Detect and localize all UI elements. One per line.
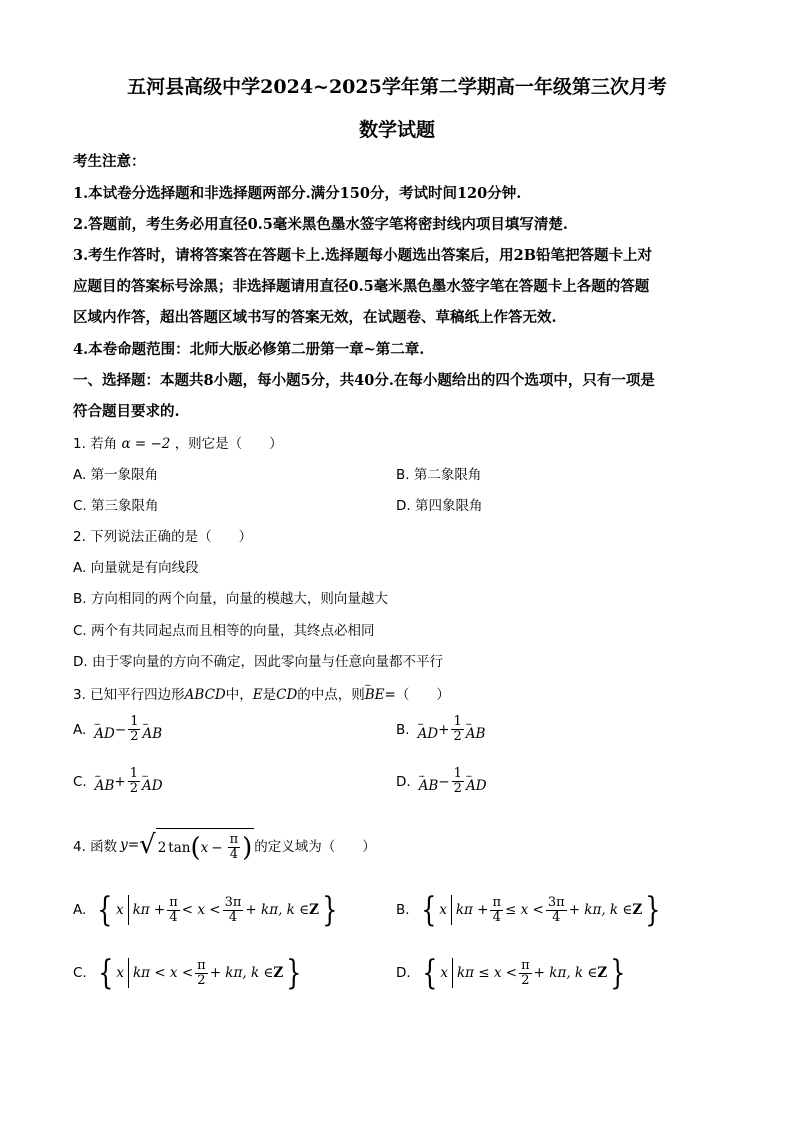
q4-option-a: A. { x kπ + $\frac{\pi}{4}$ < x < $\frac{3\pi}{4}$ + kπ, k ∈ Z }	[73, 890, 338, 930]
notice-item-3-cont: 应题目的答案标号涂黑；非选择题请用直径0.5毫米黑色墨水签字笔在答题卡上各题的答题	[73, 278, 650, 295]
fraction-one-half: $\frac{1}{2}$	[453, 766, 462, 796]
square-root: √ 2 tan ( x − $\frac{\pi}{4}$ )	[139, 830, 253, 863]
q4-option-d: D. { x kπ ≤ x < $\frac{\pi}{2}$ + kπ, k ∈ Z }	[396, 953, 626, 993]
notice-item-3: 3.考生作答时，请将答案答在答题卡上.选择题每小题选出答案后，用2B铅笔把答题卡上对	[73, 247, 653, 264]
q3-post: （ ）	[395, 687, 450, 703]
q2-option-a: A. 向量就是有向线段	[73, 560, 199, 576]
q2-option-b: B. 方向相同的两个向量，向量的模越大，则向量越大	[73, 591, 388, 607]
vector-arrow-icon: ꞈꞈꞈ	[141, 768, 147, 777]
question-3-stem	[73, 678, 450, 703]
vector-arrow-icon: ꞈꞈꞈ	[94, 768, 100, 777]
q1-option-c: C. 第三象限角	[73, 498, 159, 514]
q3-option-d: D. ꞈꞈꞈ AB − $\frac{1}{2}$ ꞈꞈꞈ AD	[396, 766, 487, 796]
q3-mid3: 的中点，则	[297, 687, 365, 703]
q3-mid1: 中，	[225, 687, 253, 703]
notice-item-4: 4.本卷命题范围：北师大版必修第二册第一章~第二章.	[73, 341, 425, 358]
q3-segment: CD	[276, 687, 298, 703]
fraction-one-half: $\frac{1}{2}$	[130, 714, 139, 744]
vector-arrow-icon: ꞈꞈꞈ	[94, 716, 100, 725]
vector-arrow-icon: ꞈꞈꞈ	[465, 716, 471, 725]
section-heading: 一、选择题：本题共8小题，每小题5分，共40分.在每小题给出的四个选项中，只有一项是	[73, 372, 655, 389]
q1-option-a: A. 第一象限角	[73, 467, 159, 483]
q1-math: α = −2	[121, 436, 171, 452]
q3-mid2: 是	[262, 687, 277, 703]
q4-option-b: B. { x kπ + $\frac{\pi}{4}$ ≤ x < $\frac{3\pi}{4}$ + kπ, k ∈ Z }	[396, 890, 661, 930]
q3-equals: =	[384, 687, 396, 703]
q4-option-c: C. { x kπ < x < $\frac{\pi}{2}$ + kπ, k ∈ Z }	[73, 953, 302, 993]
fraction-one-half: $\frac{1}{2}$	[453, 714, 462, 744]
radical-sign-icon: √	[139, 830, 156, 860]
q3-pre: 3. 已知平行四边形	[73, 687, 185, 703]
notice-item-3-cont2: 区域内作答，超出答题区域书写的答案无效，在试题卷、草稿纸上作答无效.	[73, 309, 557, 326]
q1-option-b: B. 第二象限角	[396, 467, 482, 483]
exam-subtitle: 数学试题	[358, 119, 435, 141]
q2-option-c: C. 两个有共同起点而且相等的向量，其终点必相同	[73, 623, 375, 639]
q1-pre: 1. 若角	[73, 436, 118, 452]
question-2-stem: 2. 下列说法正确的是（ ）	[73, 529, 253, 545]
notice-heading: 考生注意：	[73, 153, 146, 170]
q3-vector-be: ꞈꞈꞈ BE	[364, 677, 385, 703]
notice-item-1: 1.本试卷分选择题和非选择题两部分.满分150分，考试时间120分钟.	[73, 185, 522, 202]
question-4-stem: 4. 函数 y = √ 2 tan ( x − $\frac{\pi}{4}$ ) 的定义域为（ ）	[73, 830, 376, 863]
vector-arrow-icon: ꞈꞈꞈ	[364, 677, 370, 686]
q3-option-c: C. ꞈꞈꞈ AB + $\frac{1}{2}$ ꞈꞈꞈ AD	[73, 766, 163, 796]
notice-item-2: 2.答题前，考生务必用直径0.5毫米黑色墨水签字笔将密封线内项目填写清楚.	[73, 216, 568, 233]
q3-option-b: B. ꞈꞈꞈ AD + $\frac{1}{2}$ ꞈꞈꞈ AB	[396, 714, 486, 744]
q3-option-a: A. ꞈꞈꞈ AD − $\frac{1}{2}$ ꞈꞈꞈ AB	[73, 714, 163, 744]
q1-post: ，则它是（ ）	[174, 436, 283, 452]
vector-arrow-icon: ꞈꞈꞈ	[142, 716, 148, 725]
q2-option-d: D. 由于零向量的方向不确定，因此零向量与任意向量都不平行	[73, 654, 443, 670]
vector-arrow-icon: ꞈꞈꞈ	[418, 768, 424, 777]
q3-shape: ABCD	[184, 687, 226, 703]
vector-arrow-icon: ꞈꞈꞈ	[465, 768, 471, 777]
question-1-stem	[73, 432, 283, 452]
exam-title: 五河县高级中学2024~2025学年第二学期高一年级第三次月考	[127, 76, 667, 98]
section-heading-cont: 符合题目要求的.	[73, 403, 180, 420]
q3-point: E	[252, 687, 263, 703]
q1-option-d: D. 第四象限角	[396, 498, 483, 514]
vector-arrow-icon: ꞈꞈꞈ	[417, 716, 423, 725]
fraction-one-half: $\frac{1}{2}$	[129, 766, 138, 796]
